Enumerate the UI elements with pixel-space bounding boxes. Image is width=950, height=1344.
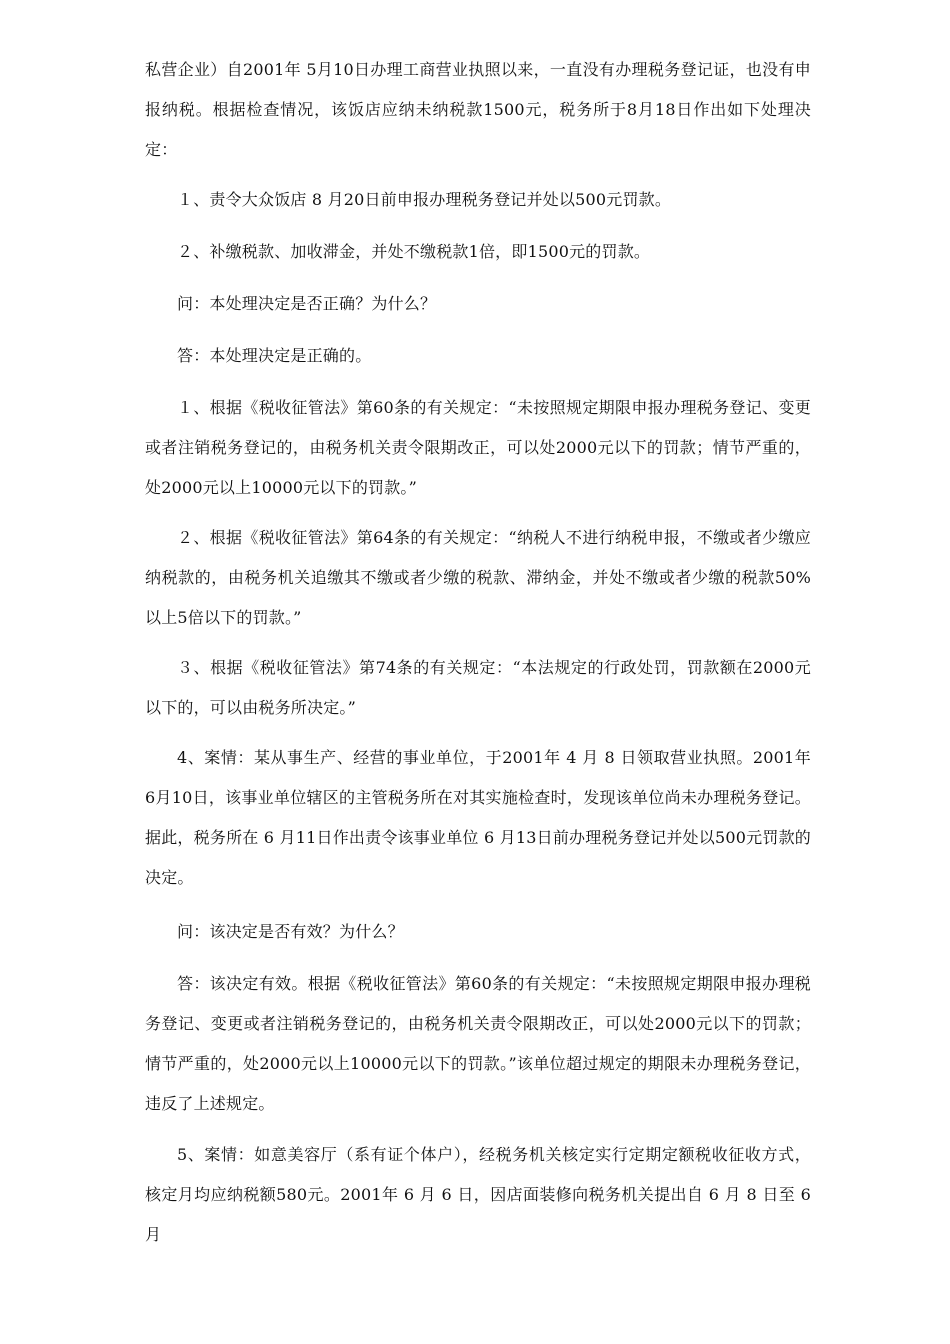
paragraph-question-2: 问：该决定是否有效？为什么？ [177,922,404,941]
paragraph-case-continuation: 私营企业）自2001年 5月10日办理工商营业执照以来，一直没有办理税务登记证，也没有申报纳税。根据检查情况，该饭店应纳未纳税款1500元，税务所于8月18日作出如下处理决定： [145,60,811,159]
paragraph-question-1: 问：本处理决定是否正确？为什么？ [177,294,437,313]
paragraph-answer-2: 答：该决定有效。根据《税收征管法》第60条的有关规定：“未按照规定期限申报办理税务登记、变更或者注销税务登记的，由税务机关责令限期改正，可以处2000元以下的罚款；情节严重的，处2000元以上10000元以下的罚款。”该单位超过规定的期限未办理税务登记，违反了上述规定。 [145,974,811,1113]
paragraph-decision-2: ２、补缴税款、加收滞金，并处不缴税款1倍，即1500元的罚款。 [177,242,651,261]
paragraph-answer-1: 答：本处理决定是正确的。 [177,346,372,365]
paragraph-answer-point-3: ３、根据《税收征管法》第74条的有关规定：“本法规定的行政处罚，罚款额在2000元以下的，可以由税务所决定。” [145,658,811,717]
paragraph-answer-point-2: ２、根据《税收征管法》第64条的有关规定：“纳税人不进行纳税申报，不缴或者少缴应纳税款的，由税务机关追缴其不缴或者少缴的税款、滞纳金，并处不缴或者少缴的税款50%以上5倍以下的罚款。” [145,528,811,627]
paragraph-case-5: 5、案情：如意美容厅（系有证个体户），经税务机关核定实行定期定额税收征收方式，核定月均应纳税额580元。2001年 6 月 6 日，因店面装修向税务机关提出自 6 月 8 日至 6 月 [145,1145,811,1244]
paragraph-decision-1: １、责令大众饭店 8 月20日前申报办理税务登记并处以500元罚款。 [177,190,672,209]
paragraph-case-4: 4、案情：某从事生产、经营的事业单位，于2001年 4 月 8 日领取营业执照。2001年 6月10日，该事业单位辖区的主管税务所在对其实施检查时，发现该单位尚未办理税务登记。据此，税务所在 6 月11日作出责令该事业单位 6 月13日前办理税务登记并处以500元罚款的决定。 [145,748,811,887]
paragraph-answer-point-1: １、根据《税收征管法》第60条的有关规定：“未按照规定期限申报办理税务登记、变更或者注销税务登记的，由税务机关责令限期改正，可以处2000元以下的罚款；情节严重的，处2000元以上10000元以下的罚款。” [145,398,811,497]
